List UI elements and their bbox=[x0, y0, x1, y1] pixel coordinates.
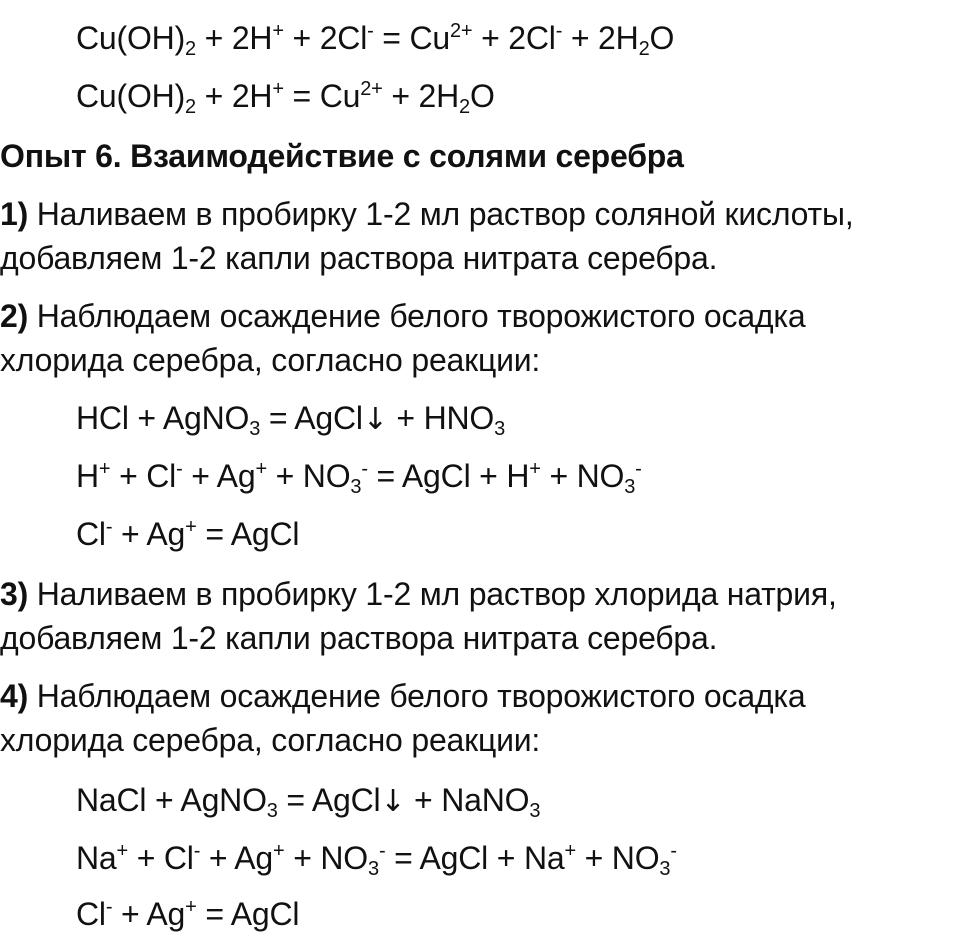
precipitate-arrow-icon: ↓ bbox=[380, 784, 406, 819]
step-4-line-2: хлорида серебра, согласно реакции: bbox=[0, 722, 541, 758]
equation-nacl-molecular: NaCl + AgNO$_3$ = AgCl↓ + NaNO$_3$ bbox=[76, 782, 541, 822]
section-heading: Опыт 6. Взаимодействие с солями серебра bbox=[0, 138, 684, 174]
step-3-line-2: добавляем 1-2 капли раствора нитрата серебра. bbox=[0, 620, 718, 656]
equation-cu-full-ionic: $Cu(OH)_2 + 2H^+ + 2Cl^- = Cu^{2+} + 2Cl^- + 2H_2O$ bbox=[76, 20, 675, 60]
equation-cu-short-ionic: $Cu(OH)_2 + 2H^+ = Cu^{2+} + 2H_2O$ bbox=[76, 78, 495, 118]
step-4-line-1: 4) Наблюдаем осаждение белого творожистого осадка bbox=[0, 678, 806, 714]
equation-hcl-molecular: HCl + AgNO$_3$ = AgCl↓ + $HNO_3$ bbox=[76, 400, 506, 440]
precipitate-arrow-icon: ↓ bbox=[362, 402, 388, 437]
step-1-line-2: добавляем 1-2 капли раствора нитрата серебра. bbox=[0, 240, 718, 276]
step-1-line-1: 1) Наливаем в пробирку 1-2 мл раствор соляной кислоты, bbox=[0, 196, 854, 232]
equation-nacl-full-ionic: $Na^+ + Cl^- + Ag^+ + NO_3^-$ = AgCl + $Na^+ + NO_3^-$ bbox=[76, 840, 677, 880]
step-2-line-2: хлорида серебра, согласно реакции: bbox=[0, 342, 541, 378]
step-2-line-1: 2) Наблюдаем осаждение белого творожистого осадка bbox=[0, 298, 806, 334]
equation-hcl-full-ionic: $H^+ + Cl^- + Ag^+ + NO_3^-$ = AgCl + $H^+ + NO_3^-$ bbox=[76, 458, 642, 498]
equation-hcl-short-ionic: Cl- + Ag+ = AgCl bbox=[76, 516, 300, 552]
equation-nacl-short-ionic: Cl- + Ag+ = AgCl bbox=[76, 896, 300, 932]
step-3-line-1: 3) Наливаем в пробирку 1-2 мл раствор хлорида натрия, bbox=[0, 576, 837, 612]
